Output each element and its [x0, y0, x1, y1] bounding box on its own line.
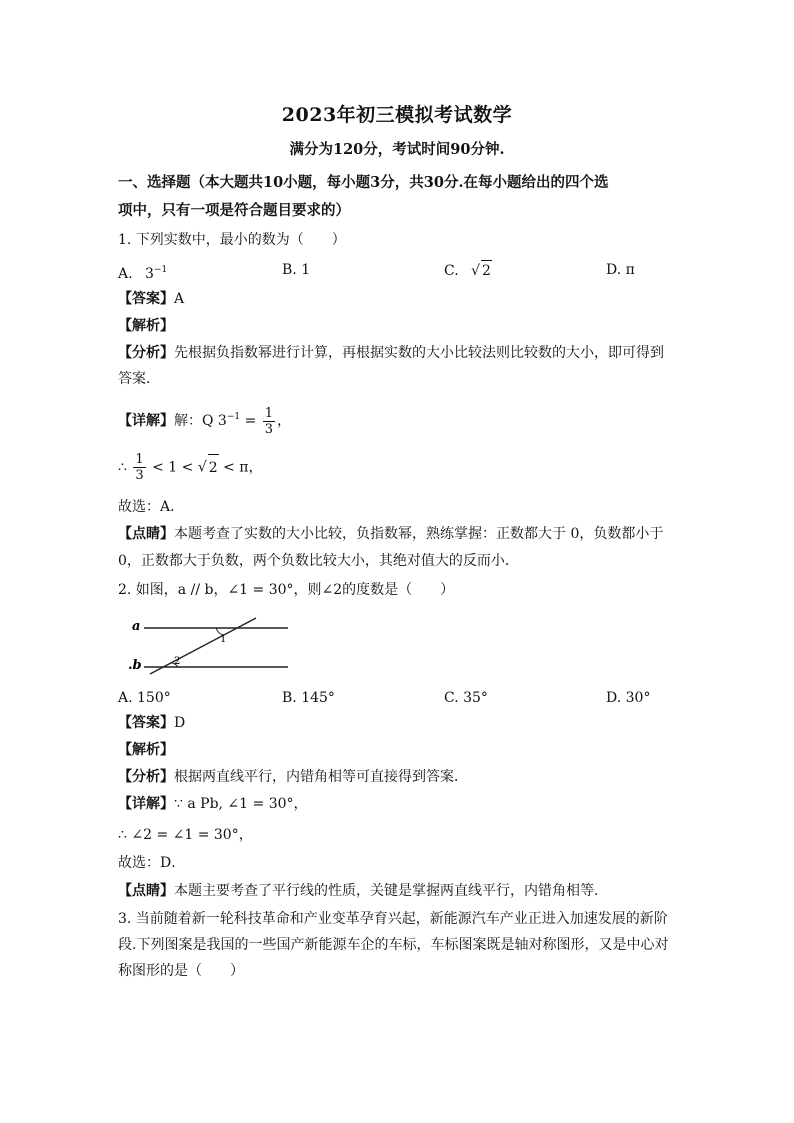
- q1-option-b: B. 1: [282, 262, 311, 278]
- q3-stem-line3: 称图形的是（ ）: [118, 963, 244, 979]
- q2-detail-line1: 【详解】∵ a Pb, ∠1 = 30°，: [118, 796, 308, 812]
- q1-detail-line1: 【详解】解：Q $3^{-1}$ = $\frac{1}{3}$ ，: [118, 405, 292, 437]
- q2-fenxi: 【分析】根据两直线平行，内错角相等可直接得到答案．: [118, 769, 468, 785]
- section-heading-line1: 一、选择题（本大题共10小题，每小题3分，共30分.在每小题给出的四个选: [118, 174, 609, 191]
- q1-option-d: D. π: [606, 262, 635, 278]
- q2-option-d: D. 30°: [606, 690, 651, 706]
- exam-title: 2023年初三模拟考试数学: [281, 104, 513, 126]
- label-a: a: [132, 619, 141, 634]
- q3-stem-line1: 3. 当前随着新一轮科技革命和产业变革孕育兴起，新能源汽车产业正进入加速发展的新阶: [118, 911, 668, 927]
- q1-fenxi-line2: 答案．: [118, 371, 160, 387]
- q2-choose: 故选：D．: [118, 855, 186, 871]
- q1-stem: 1. 下列实数中，最小的数为（ ）: [118, 232, 346, 248]
- transversal-line: [150, 618, 256, 674]
- exam-subtitle: 满分为120分，考试时间90分钟.: [289, 141, 505, 158]
- q1-analysis-tag: 【解析】: [118, 318, 174, 334]
- parallel-lines-figure: [128, 612, 298, 678]
- q2-stem: 2. 如图，a // b，∠1 = 30°，则∠2的度数是（ ）: [118, 582, 455, 598]
- q2-option-b: B. 145°: [282, 690, 335, 706]
- fraction: $\frac{1}{3}$: [264, 405, 274, 437]
- q1-option-a: A. $3^{-1}$: [118, 265, 168, 282]
- q2-analysis-tag: 【解析】: [118, 742, 174, 758]
- q1-fenxi-line1: 【分析】先根据负指数幂进行计算，再根据实数的大小比较法则比较数的大小，即可得到: [118, 345, 664, 361]
- q2-answer: 【答案】D: [118, 715, 186, 731]
- q2-comment: 【点睛】本题主要考查了平行线的性质，关键是掌握两直线平行，内错角相等．: [118, 883, 608, 899]
- label-angle-1: 1: [220, 634, 227, 645]
- q1-answer: 【答案】A: [118, 291, 185, 307]
- q1-choose: 故选：A．: [118, 499, 185, 515]
- label-b: .b: [128, 658, 142, 673]
- q1-detail-line2: ∴ $\frac{1}{3}$ < 1 < √ 2 < π，: [118, 452, 263, 483]
- fraction: $\frac{1}{3}$: [135, 452, 144, 483]
- q2-option-a: A. 150°: [118, 690, 171, 706]
- q2-detail-line2: ∴ ∠2 = ∠1 = 30°，: [118, 827, 253, 843]
- q2-option-c: C. 35°: [444, 690, 488, 706]
- q1-comment-line1: 【点睛】本题考查了实数的大小比较，负指数幂，熟练掌握：正数都大于 0，负数都小于: [118, 526, 664, 542]
- q1-comment-line2: 0，正数都大于负数，两个负数比较大小，其绝对值大的反而小．: [118, 553, 519, 569]
- label-angle-2: 2: [174, 656, 181, 667]
- q1-option-c: C. √ 2: [444, 260, 492, 281]
- q3-stem-line2: 段.下列图案是我国的一些国产新能源车企的车标，车标图案既是轴对称图形，又是中心对: [118, 937, 669, 953]
- section-heading-line2: 项中，只有一项是符合题目要求的）: [118, 202, 350, 219]
